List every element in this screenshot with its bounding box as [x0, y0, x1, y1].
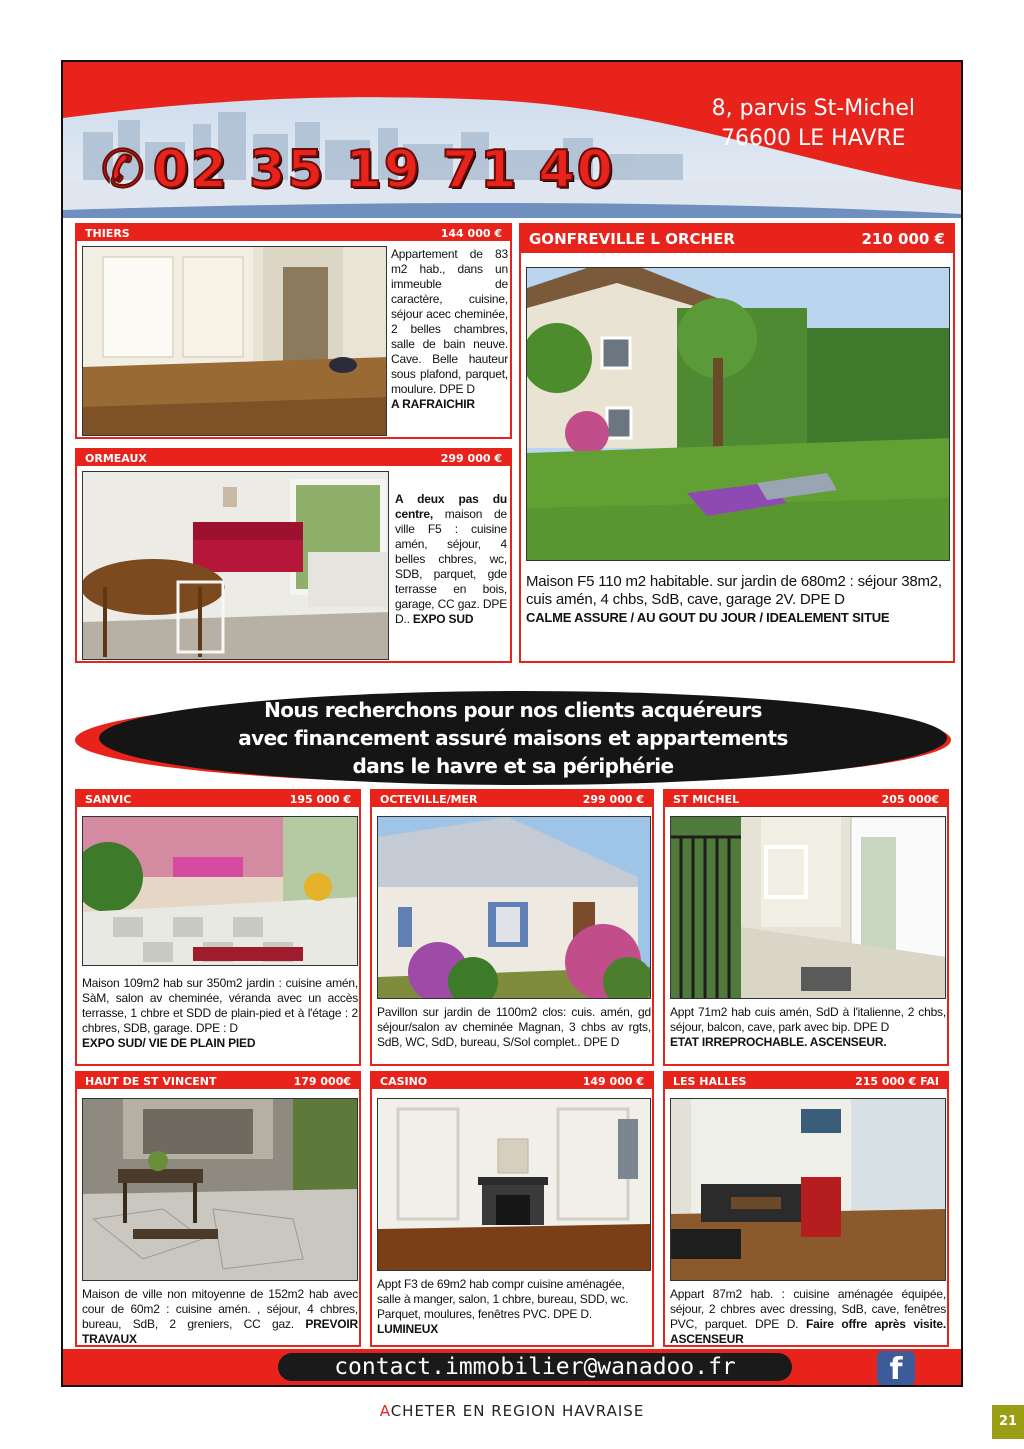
listing-location: ORMEAUX [85, 451, 147, 465]
listing-header [77, 450, 510, 466]
listing-les-halles[interactable] [663, 1071, 949, 1347]
listing-photo-veranda[interactable] [82, 816, 358, 966]
listing-photo-house-garden[interactable] [526, 267, 950, 561]
tagline-text: CHETER EN REGION HAVRAISE [390, 1402, 645, 1420]
listing-highlight: A RAFRAICHIR [391, 397, 475, 411]
listing-ormeaux[interactable] [75, 448, 512, 663]
agency-address [712, 94, 915, 154]
description-text: Appt 71m2 hab cuis amén, SdD à l'italienne, 2 chbs, séjour, balcon, cave, park avec bip. DPE D [670, 1005, 946, 1034]
listing-thiers[interactable] [75, 223, 512, 439]
listing-casino[interactable] [370, 1071, 654, 1347]
listing-highlight: EXPO SUD/ VIE DE PLAIN PIED [82, 1036, 256, 1050]
listing-highlight: ETAT IRREPROCHABLE. ASCENSEUR. [670, 1035, 887, 1049]
listing-highlight: PREVOIR TRAVAUX [82, 1317, 358, 1346]
listing-location: OCTEVILLE/MER [380, 792, 478, 806]
ad-page [61, 60, 963, 1387]
listing-description [391, 247, 508, 412]
listing-header [521, 225, 953, 253]
contact-footer [63, 1349, 961, 1385]
listing-photo-interior-room[interactable] [82, 246, 387, 436]
listing-description [377, 1005, 651, 1050]
listing-price: 299 000 € [582, 792, 644, 806]
listing-lead: A deux pas du centre, [395, 492, 507, 521]
contact-email-link[interactable]: contact.immobilier@wanadoo.fr [278, 1353, 792, 1381]
listing-header [665, 791, 947, 807]
listing-highlight: Faire offre après visite. ASCENSEUR [670, 1317, 946, 1346]
listing-photo-fireplace-room[interactable] [377, 1098, 651, 1271]
tagline-initial: A [379, 1402, 391, 1420]
description-text: Appart 87m2 hab. : cuisine aménagée équipée, séjour, 2 chbres avec dressing, SdB, cave, fenêtres PVC, parquet. DPE D. [670, 1287, 946, 1331]
listing-photo-living-room[interactable] [82, 471, 389, 660]
address-line-2: 76600 LE HAVRE [721, 126, 906, 151]
listing-price: 299 000 € [440, 451, 502, 465]
listing-haut-st-vincent[interactable] [75, 1071, 361, 1347]
description-text: Maison F5 110 m2 habitable. sur jardin de 680m2 : séjour 38m2, cuis amén, 4 chbs, SdB, cave, garage 2V. DPE D [526, 573, 942, 608]
listing-description [82, 976, 358, 1051]
listing-highlight: EXPO SUD [412, 612, 474, 626]
listing-st-michel[interactable] [663, 789, 949, 1066]
listing-description [377, 1277, 651, 1337]
buyers-search-banner [73, 688, 953, 788]
banner-text [73, 688, 953, 788]
agency-header [63, 62, 961, 218]
listing-header [665, 1073, 947, 1089]
listing-location: THIERS [85, 226, 130, 240]
listing-photo-living-room-halles[interactable] [670, 1098, 946, 1281]
listing-price: 215 000 € FAI [855, 1074, 939, 1088]
description-text: maison de ville F5 : cuisine amén, séjour, 4 belles chbres, wc, SDB, parquet, gde terrasse en bois, garage, CC gaz. DPE D.. [395, 507, 507, 626]
listing-description [670, 1287, 946, 1347]
listing-header [77, 1073, 359, 1089]
listing-header [372, 791, 652, 807]
listing-description [82, 1287, 358, 1347]
listing-photo-courtyard[interactable] [82, 1098, 358, 1281]
banner-line-2: avec financement assuré maisons et appartements [238, 726, 788, 750]
banner-line-1: Nous recherchons pour nos clients acquéreurs [264, 698, 762, 722]
listing-location: LES HALLES [673, 1074, 747, 1088]
listing-header [77, 791, 359, 807]
listing-location: HAUT DE ST VINCENT [85, 1074, 217, 1088]
listing-description [670, 1005, 946, 1050]
listing-price: 205 000€ [881, 792, 939, 806]
listing-highlight: CALME ASSURE / AU GOUT DU JOUR / IDEALEMENT SITUE [526, 610, 890, 625]
listing-location: GONFREVILLE L ORCHER [529, 230, 735, 248]
facebook-icon[interactable]: f [877, 1351, 915, 1385]
listing-location: CASINO [380, 1074, 428, 1088]
listing-price: 149 000 € [582, 1074, 644, 1088]
listing-location: ST MICHEL [673, 792, 740, 806]
listing-photo-balcony[interactable] [670, 816, 946, 999]
listing-location: SANVIC [85, 792, 132, 806]
banner-line-3: dans le havre et sa périphérie [352, 754, 674, 778]
description-text: Pavillon sur jardin de 1100m2 clos: cuis. amén, gd séjour/salon av cheminée Magnan, 3 chbs av rgts, SdB, WC, SdD, bureau, S/Sol complet.. DPE D [377, 1005, 651, 1049]
listing-price: 179 000€ [293, 1074, 351, 1088]
listing-price: 144 000 € [440, 226, 502, 240]
listing-description [395, 492, 507, 627]
description-text: Appartement de 83 m2 hab., dans un immeuble de caractère, cuisine, séjour acec cheminée, 2 belles chambres, salle de bain neuve. Cave. Belle hauteur sous plafond, parquet, moulure. DPE D [391, 247, 508, 396]
description-text: Maison de ville non mitoyenne de 152m2 hab avec cour de 60m2 : cuisine amén. , séjour, 4 chbres, bureau, SdB, 2 greniers, CC gaz. [82, 1287, 358, 1331]
phone-icon: ✆ [101, 140, 145, 200]
phone-number-block[interactable] [101, 140, 615, 200]
listing-description [526, 573, 952, 627]
listing-photo-pavillon[interactable] [377, 816, 651, 999]
page-number: 21 [992, 1405, 1024, 1439]
listing-highlight: LUMINEUX [377, 1322, 439, 1336]
address-line-1: 8, parvis St-Michel [711, 96, 915, 121]
listing-price: 195 000 € [289, 792, 351, 806]
listing-sanvic[interactable] [75, 789, 361, 1066]
description-text: Maison 109m2 hab sur 350m2 jardin : cuisine amén, SàM, salon av cheminée, véranda avec un accès terrasse, 1 chbre et SDD de plain-pied et à l'étage : 2 chbres, SDB, garage. DPE : D [82, 976, 358, 1035]
description-text: Appt F3 de 69m2 hab compr cuisine aménagée, salle à manger, salon, 1 chbre, bureau, SDD, wc. Parquet, moulures, fenêtres PVC. DPE D. [377, 1277, 629, 1321]
section-tagline [0, 1402, 1024, 1420]
listing-header [372, 1073, 652, 1089]
listing-octeville[interactable] [370, 789, 654, 1066]
listing-price: 210 000 € [861, 230, 945, 248]
listing-gonfreville[interactable] [519, 223, 955, 663]
listing-header [77, 225, 510, 241]
phone-number[interactable]: 02 35 19 71 40 [152, 140, 615, 200]
